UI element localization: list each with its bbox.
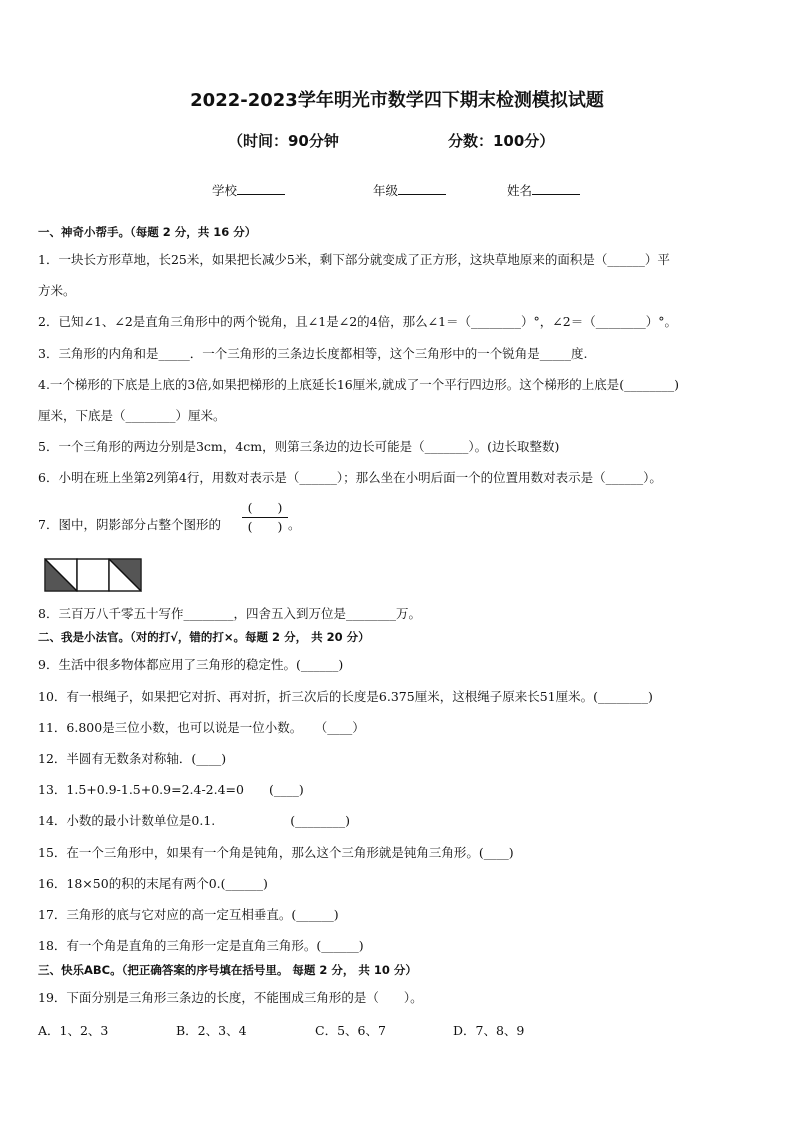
school-blank[interactable]	[237, 182, 285, 195]
question-18: 18．有一个角是直角的三角形一定是直角三角形。(______)	[38, 938, 364, 953]
question-1-line2: 方米。	[38, 283, 76, 298]
section2-heading: 二、我是小法官。（对的打√，错的打×。每题 2 分， 共 20 分）	[38, 630, 370, 644]
shaded-squares-figure	[44, 558, 144, 592]
question-19: 19．下面分别是三角形三条边的长度，不能围成三角形的是（ ）。	[38, 990, 423, 1005]
question-12: 12．半圆有无数条对称轴．(____)	[38, 751, 227, 766]
fraction-denominator: ( )	[247, 519, 283, 534]
question-4-line2: 厘米，下底是（________）厘米。	[38, 408, 226, 423]
question-2: 2．已知∠1、∠2是直角三角形中的两个锐角，且∠1是∠2的4倍，那么∠1＝（________）°，∠2＝（________）°。	[38, 314, 677, 329]
fraction-numerator: ( )	[247, 500, 283, 515]
name-field	[507, 181, 580, 199]
question-19-option-d[interactable]: D．7、8、9	[453, 1023, 525, 1038]
question-4-line1: 4.一个梯形的下底是上底的3倍,如果把梯形的上底延长16厘米,就成了一个平行四边形。这个梯形的上底是(________)	[38, 377, 679, 392]
section3-heading: 三、快乐ABC。（把正确答案的序号填在括号里。 每题 2 分， 共 10 分）	[38, 963, 417, 977]
question-13: 13．1.5+0.9-1.5+0.9=2.4-2.4=0 (____)	[38, 782, 304, 797]
question-3: 3．三角形的内角和是_____．一个三角形的三条边长度都相等，这个三角形中的一个锐角是_____度.	[38, 346, 588, 361]
question-16: 16．18×50的积的末尾有两个0.(______)	[38, 876, 268, 891]
question-19-option-a[interactable]: A．1、2、3	[38, 1023, 109, 1038]
name-label: 姓名	[507, 183, 533, 198]
question-9: 9．生活中很多物体都应用了三角形的稳定性。(______)	[38, 657, 344, 672]
exam-time: （时间：90分钟	[228, 132, 339, 150]
question-14: 14．小数的最小计数单位是0.1. (________)	[38, 813, 351, 828]
question-15: 15．在一个三角形中，如果有一个角是钝角，那么这个三角形就是钝角三角形。(____)	[38, 845, 514, 860]
question-7: 7．图中，阴影部分占整个图形的	[38, 517, 221, 532]
grade-blank[interactable]	[398, 182, 446, 195]
section1-heading: 一、神奇小帮手。（每题 2 分，共 16 分）	[38, 225, 257, 239]
question-8: 8．三百万八千零五十写作________，四舍五入到万位是________万。	[38, 606, 421, 621]
question-10: 10．有一根绳子，如果把它对折、再对折，折三次后的长度是6.375厘米，这根绳子原来长51厘米。(________)	[38, 689, 653, 704]
square-2	[77, 559, 109, 591]
page-title: 2022-2023学年明光市数学四下期末检测模拟试题	[190, 90, 604, 111]
name-blank[interactable]	[532, 182, 580, 195]
question-7-end: 。	[288, 517, 301, 532]
question-19-option-c[interactable]: C．5、6、7	[315, 1023, 386, 1038]
question-6: 6．小明在班上坐第2列第4行，用数对表示是（______）；那么坐在小明后面一个的位置用数对表示是（______）。	[38, 470, 662, 485]
grade-label: 年级	[373, 183, 399, 198]
school-label: 学校	[212, 183, 238, 198]
fraction-bar	[242, 517, 288, 518]
exam-score: 分数：100分）	[448, 132, 555, 150]
school-field	[212, 181, 285, 199]
question-5: 5．一个三角形的两边分别是3cm，4cm，则第三条边的边长可能是（_______）。(边长取整数)	[38, 439, 560, 454]
question-7-fraction[interactable]	[242, 500, 288, 535]
question-19-option-b[interactable]: B．2、3、4	[176, 1023, 247, 1038]
question-17: 17．三角形的底与它对应的高一定互相垂直。(______)	[38, 907, 339, 922]
question-11: 11．6.800是三位小数，也可以说是一位小数。 （____）	[38, 720, 365, 735]
grade-field	[373, 181, 446, 199]
question-1-line1: 1．一块长方形草地，长25米，如果把长减少5米，剩下部分就变成了正方形，这块草地原来的面积是（______）平	[38, 252, 670, 267]
